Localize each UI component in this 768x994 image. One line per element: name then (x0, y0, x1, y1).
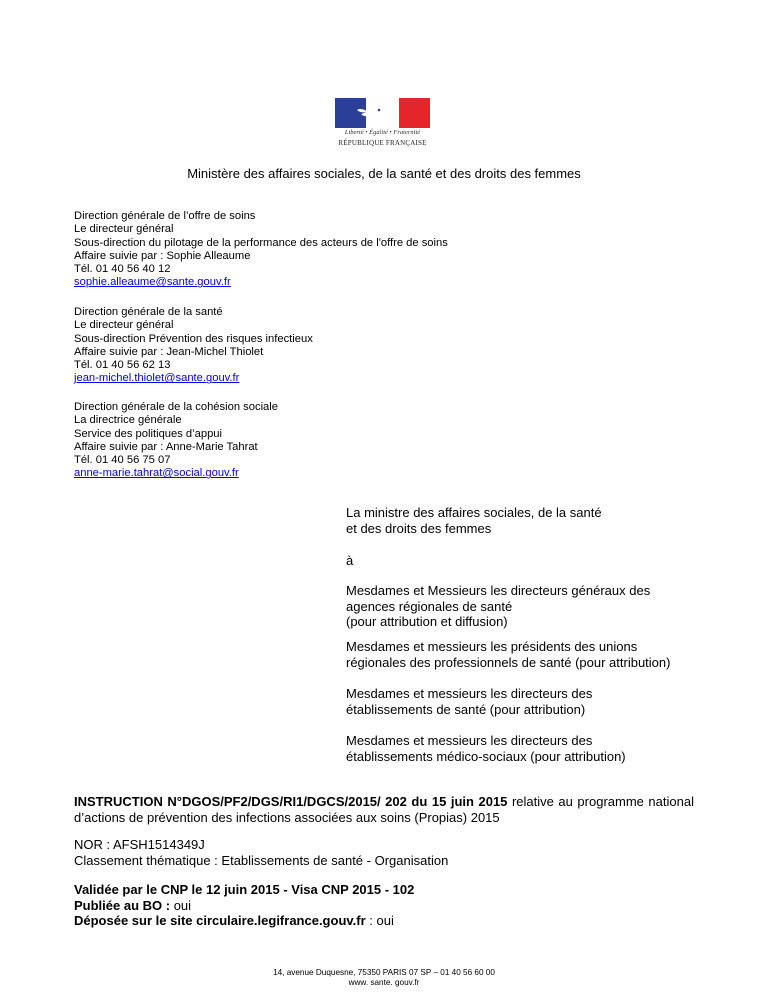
sender-line: et des droits des femmes (346, 520, 492, 536)
recipient-line: Mesdames et messieurs les directeurs des (346, 686, 593, 701)
phone: Tél. 01 40 56 75 07 (74, 454, 171, 467)
nor-block (74, 837, 448, 868)
email-link[interactable]: jean-michel.thiolet@sante.gouv.fr (74, 372, 240, 385)
classement: Classement thématique : Etablissements de santé - Organisation (74, 852, 449, 868)
ministry-title: Ministère des affaires sociales, de la santé et des droits des femmes (187, 166, 581, 181)
direction-name: Direction générale de la cohésion sociale (74, 401, 278, 413)
followed-by: Affaire suivie par : Sophie Alleaume (74, 249, 251, 262)
direction-block-dgos (74, 210, 448, 290)
recipient-line: régionales des professionnels de santé (pour attribution) (346, 654, 671, 670)
subdirection: Sous-direction Prévention des risques infectieux (74, 332, 313, 345)
instruction-reference: INSTRUCTION N°DGOS/PF2/DGS/RI1/DGCS/2015/ 202 du 15 juin 2015 (74, 794, 508, 809)
sender-line: La ministre des affaires sociales, de la santé (346, 505, 602, 520)
tricolor-flag (335, 98, 430, 128)
direction-name: Direction générale de l’offre de soins (74, 210, 256, 222)
subdirection: Sous-direction du pilotage de la performance des acteurs de l'offre de soins (74, 236, 448, 249)
subdirection: Service des politiques d’appui (74, 427, 223, 440)
republique-francaise-logo (335, 98, 430, 154)
direction-head: Le directeur général (74, 223, 174, 236)
email-link[interactable]: sophie.alleaume@sante.gouv.fr (74, 276, 231, 289)
site-label: Déposée sur le site circulaire.legifrance.gouv.fr (74, 913, 366, 928)
direction-block-dgs (74, 306, 313, 386)
republic-name: RÉPUBLIQUE FRANÇAISE (338, 139, 427, 147)
footer-address: 14, avenue Duquesne, 75350 PARIS 07 SP – 01 40 56 60 00 (273, 968, 495, 977)
recipient-line: Mesdames et messieurs les présidents des unions (346, 639, 638, 654)
sender-block (346, 505, 602, 536)
email-link[interactable]: anne-marie.tahrat@social.gouv.fr (74, 467, 239, 480)
followed-by: Affaire suivie par : Anne-Marie Tahrat (74, 440, 258, 453)
instruction-title (74, 794, 694, 825)
phone: Tél. 01 40 56 40 12 (74, 263, 171, 276)
marianne-profile-icon (345, 100, 400, 126)
recipient-line: établissements de santé (pour attribution) (346, 701, 586, 717)
direction-block-dgcs (74, 401, 278, 481)
followed-by: Affaire suivie par : Jean-Michel Thiolet (74, 345, 264, 358)
bo-value: oui (173, 897, 192, 913)
recipient-line: Mesdames et Messieurs les directeurs généraux des (346, 583, 651, 598)
recipient-group (346, 686, 592, 717)
direction-name: Direction générale de la santé (74, 306, 223, 318)
site-value: : oui (369, 913, 394, 928)
validation-block (74, 882, 414, 929)
recipient-group (346, 639, 670, 670)
instruction-subject: relative au programme national d’actions de prévention des infections associées aux soins (Propias) 2015 (74, 794, 694, 825)
to-marker: à (346, 553, 354, 568)
recipient-group (346, 583, 650, 630)
bo-label: Publiée au BO : (74, 897, 171, 913)
direction-head: Le directeur général (74, 319, 174, 332)
direction-head: La directrice générale (74, 414, 182, 427)
recipient-line: agences régionales de santé (346, 598, 513, 614)
recipient-line: établissements médico-sociaux (pour attribution) (346, 748, 626, 764)
recipient-line: (pour attribution et diffusion) (346, 614, 508, 629)
republic-motto: Liberté • Égalité • Fraternité (344, 129, 421, 136)
nor-number: NOR : AFSH1514349J (74, 837, 205, 852)
recipient-group (346, 733, 626, 764)
page-footer (0, 968, 768, 988)
recipient-line: Mesdames et messieurs les directeurs des (346, 733, 593, 748)
phone: Tél. 01 40 56 62 13 (74, 359, 171, 372)
cnp-validation: Validée par le CNP le 12 juin 2015 - Visa CNP 2015 - 102 (74, 882, 415, 897)
footer-website: www. sante. gouv.fr (348, 978, 420, 987)
